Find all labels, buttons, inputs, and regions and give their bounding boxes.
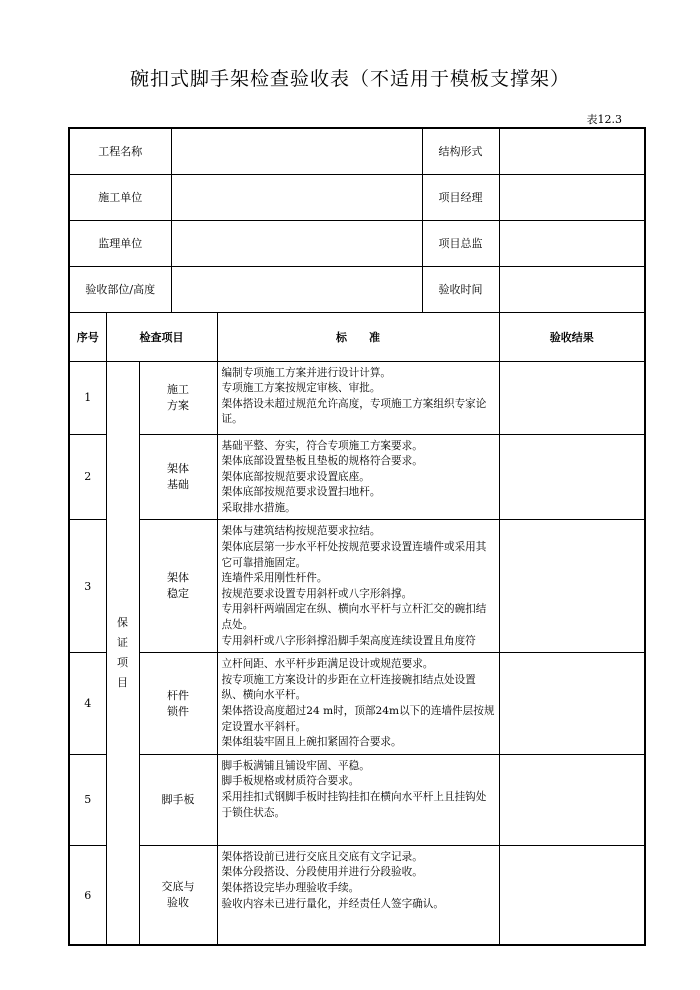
standard-line: 专用斜杆两端固定在纵、横向水平杆与立杆汇交的碗扣结点处。	[221, 603, 487, 632]
standard-line: 专用斜杆或八字形斜撑沿脚手架高度连续设置且角度符	[221, 634, 476, 647]
standard-line: 架体底部按规范要求设置底座。	[221, 470, 370, 483]
check-item	[139, 653, 217, 755]
standard-line: 架体底层第一步水平杆处按规范要求设置连墙件或采用其它可靠措施固定。	[221, 541, 487, 569]
page-title: 碗扣式脚手架检查验收表（不适用于模板支撑架）	[129, 68, 570, 90]
table-number: 表12.3	[586, 113, 622, 126]
inspection-table	[68, 127, 646, 946]
group-label-char: 保	[117, 615, 128, 629]
header-result: 验收结果	[499, 312, 645, 361]
construction-unit-value[interactable]	[171, 174, 422, 220]
standard-text	[217, 361, 499, 434]
row-number: 2	[69, 434, 106, 520]
group-label-char: 项	[117, 655, 128, 669]
check-item-line: 杆件	[167, 688, 190, 702]
standard-line: 脚手板规格或材质符合要求。	[221, 775, 360, 788]
check-item-line: 锁件	[167, 704, 190, 718]
standard-line: 架体组装牢固且上碗扣紧固符合要求。	[221, 736, 402, 749]
standard-line: 编制专项施工方案并进行设计计算。	[221, 366, 392, 379]
acceptance-result-cell[interactable]	[499, 845, 645, 945]
standard-line: 采用挂扣式钢脚手板时挂钩挂扣在横向水平杆上且挂钩处于锁住状态。	[221, 790, 487, 819]
project-name-value[interactable]	[171, 128, 422, 174]
row-number: 6	[69, 845, 106, 945]
structure-label: 结构形式	[422, 128, 499, 174]
project-manager-value[interactable]	[499, 174, 645, 220]
standard-line: 验收内容未已进行量化，并经责任人签字确认。	[221, 897, 444, 910]
check-item	[139, 845, 217, 945]
acceptance-result-cell[interactable]	[499, 434, 645, 520]
check-item-line: 施工	[167, 382, 190, 396]
standard-text	[217, 845, 499, 945]
standard-line: 架体与建筑结构按规范要求拉结。	[221, 525, 381, 538]
header-item: 检查项目	[106, 312, 217, 361]
standard-line: 架体底部按规范要求设置扫地杆。	[221, 486, 381, 499]
acceptance-time-label: 验收时间	[422, 266, 499, 312]
check-item	[139, 361, 217, 434]
standard-line: 架体分段搭设、分段使用并进行分段验收。	[221, 866, 423, 879]
standard-text	[217, 653, 499, 755]
construction-unit-label: 施工单位	[69, 174, 171, 220]
standard-line: 架体搭设未超过规范允许高度，专项施工方案组织专家论证。	[221, 397, 487, 426]
row-number: 4	[69, 653, 106, 755]
standard-text	[217, 434, 499, 520]
supervision-unit-label: 监理单位	[69, 220, 171, 266]
group-label-char: 证	[117, 635, 128, 649]
standard-line: 基础平整、夯实，符合专项施工方案要求。	[221, 439, 423, 452]
standard-line: 立杆间距、水平杆步距满足设计或规范要求。	[221, 658, 434, 671]
row-number: 5	[69, 754, 106, 845]
check-item-line: 方案	[167, 398, 190, 412]
check-item	[139, 434, 217, 520]
header-no: 序号	[69, 312, 106, 361]
acceptance-result-cell[interactable]	[499, 653, 645, 755]
check-item-line: 交底与	[161, 880, 195, 894]
standard-line: 专项施工方案按规定审核、审批。	[221, 382, 381, 395]
standard-text	[217, 520, 499, 653]
row-number: 1	[69, 361, 106, 434]
standard-line: 架体底部设置垫板且垫板的规格符合要求。	[221, 455, 423, 468]
guarantee-items-label	[106, 361, 139, 945]
acceptance-result-cell[interactable]	[499, 520, 645, 653]
check-item	[139, 520, 217, 653]
standard-line: 连墙件采用刚性杆件。	[221, 572, 328, 585]
standard-line: 按专项施工方案设计的步距在立杆连接碗扣结点处设置纵、横向水平杆。	[221, 673, 476, 702]
acceptance-time-value[interactable]	[499, 266, 645, 312]
structure-value[interactable]	[499, 128, 645, 174]
check-item-line: 脚手板	[161, 792, 195, 806]
supervision-unit-value[interactable]	[171, 220, 422, 266]
check-item	[139, 754, 217, 845]
check-item-line: 架体	[167, 571, 190, 585]
standard-line: 架体搭设高度超过24 m时，顶部24m以下的连墙件层按规定设置水平斜杆。	[221, 705, 495, 733]
check-item-line: 架体	[167, 461, 190, 475]
project-manager-label: 项目经理	[422, 174, 499, 220]
check-item-line: 验收	[167, 896, 190, 910]
standard-line: 架体搭设完毕办理验收手续。	[221, 881, 360, 894]
chief-supervisor-label: 项目总监	[422, 220, 499, 266]
standard-line: 采取排水措施。	[221, 501, 296, 514]
standard-line: 架体搭设前已进行交底且交底有文字记录。	[221, 850, 423, 863]
chief-supervisor-value[interactable]	[499, 220, 645, 266]
acceptance-part-value[interactable]	[171, 266, 422, 312]
standard-line: 脚手板满铺且铺设牢固、平稳。	[221, 759, 370, 772]
row-number: 3	[69, 520, 106, 653]
standard-line: 按规范要求设置专用斜杆或八字形斜撑。	[221, 587, 413, 600]
check-item-line: 基础	[167, 477, 190, 491]
acceptance-result-cell[interactable]	[499, 361, 645, 434]
standard-text	[217, 754, 499, 845]
check-item-line: 稳定	[167, 587, 190, 601]
project-name-label: 工程名称	[69, 128, 171, 174]
header-standard: 标 准	[217, 312, 499, 361]
group-label-char: 目	[117, 675, 128, 689]
acceptance-part-label: 验收部位/高度	[69, 266, 171, 312]
acceptance-result-cell[interactable]	[499, 754, 645, 845]
